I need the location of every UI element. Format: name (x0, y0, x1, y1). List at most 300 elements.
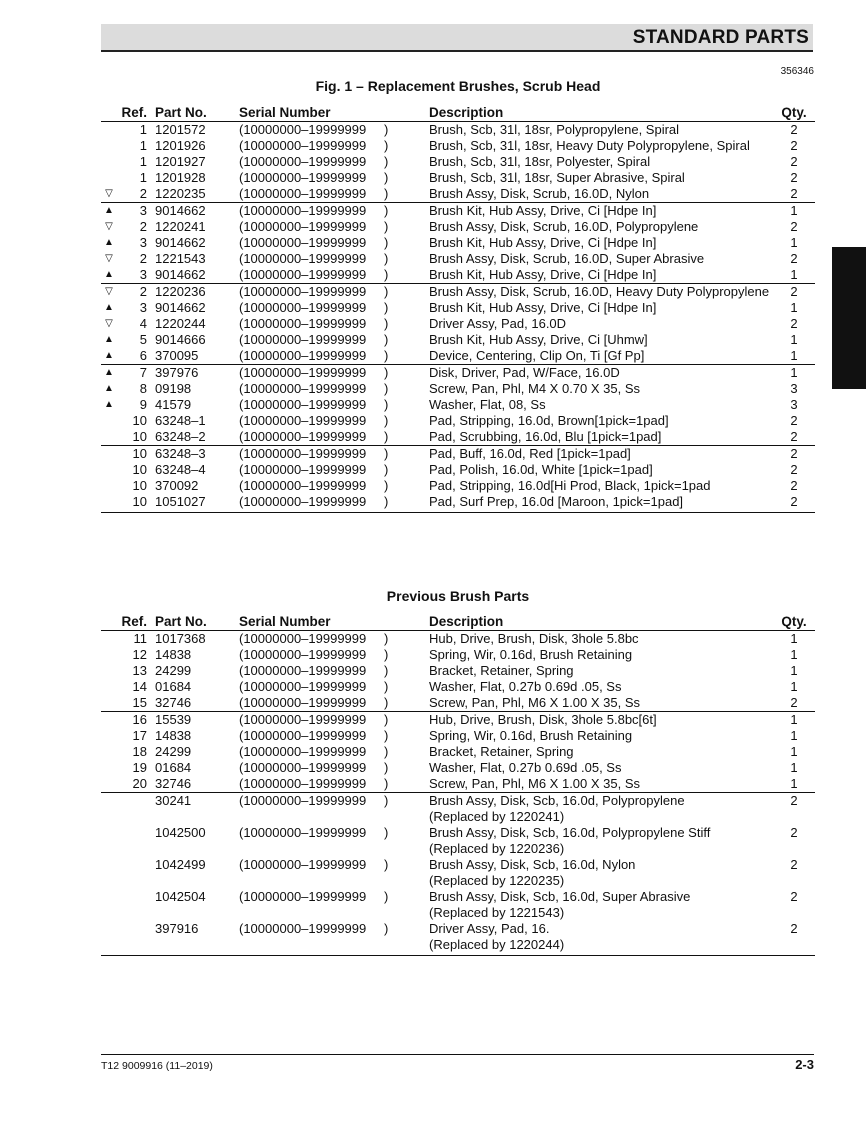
serial-close-paren: ) (384, 663, 389, 678)
description (429, 462, 773, 478)
serial-number: (10000000–19999999 (239, 365, 384, 382)
description-text: Pad, Buff, 16.0d, Red [1pick=1pad] (429, 446, 631, 461)
description-text: Brush Assy, Disk, Scrub, 16.0D, Super Abrasive (429, 251, 705, 266)
description (429, 284, 773, 301)
description (429, 365, 773, 382)
quantity: 1 (790, 631, 798, 646)
serial-number: (10000000–19999999 (239, 695, 367, 710)
change-marker-icon (101, 695, 117, 712)
change-marker-icon: ▲ (104, 334, 114, 345)
table-row (101, 397, 815, 413)
quantity: 2 (790, 154, 798, 169)
serial-number: (10000000–19999999 (239, 170, 367, 185)
change-marker-icon: ▲ (104, 383, 114, 394)
change-marker-icon (101, 494, 117, 513)
description-text: Brush Kit, Hub Assy, Drive, Ci [Hdpe In] (429, 235, 657, 250)
ref-number: 17 (132, 728, 147, 743)
part-number: 24299 (155, 663, 192, 678)
description-text: Brush, Scb, 31l, 18sr, Heavy Duty Polypropylene, Spiral (429, 138, 750, 153)
table-row (101, 728, 815, 744)
description (429, 793, 773, 826)
table-row (101, 154, 815, 170)
ref-number (117, 825, 155, 857)
header-bar (101, 24, 813, 52)
description (429, 122, 773, 139)
part-number: 1201926 (155, 138, 206, 153)
quantity: 2 (790, 138, 798, 153)
part-number: 1042499 (155, 857, 206, 872)
parts-table-body (101, 122, 815, 513)
part-number: 1042500 (155, 825, 206, 840)
document-number: 356346 (780, 66, 814, 77)
serial-close-paren: ) (384, 889, 389, 904)
table-row (101, 381, 815, 397)
serial-number: (10000000–19999999 (239, 397, 367, 412)
serial-close-paren: ) (384, 478, 389, 493)
serial-close-paren: ) (384, 348, 389, 363)
ref-number: 3 (117, 203, 155, 220)
serial-close-paren: ) (384, 462, 389, 477)
change-marker-icon (101, 170, 117, 186)
change-marker-icon (101, 154, 117, 170)
description-text: Screw, Pan, Phl, M4 X 0.70 X 35, Ss (429, 381, 641, 396)
change-marker-icon: ▲ (104, 269, 114, 280)
part-number: 63248–2 (155, 429, 206, 444)
ref-number: 2 (139, 251, 147, 266)
table-row (101, 300, 815, 316)
description (429, 712, 773, 729)
parts-table (101, 105, 815, 513)
description (429, 663, 773, 679)
change-marker-icon (101, 663, 117, 679)
ref-number: 3 (139, 267, 147, 282)
ref-number: 13 (132, 663, 147, 678)
ref-number: 9 (139, 397, 147, 412)
ref-number: 10 (117, 494, 155, 513)
description (429, 857, 773, 889)
ref-number: 5 (139, 332, 147, 347)
quantity: 1 (773, 203, 815, 220)
serial-number: (10000000–19999999 (239, 284, 384, 301)
table-header-row (101, 614, 815, 631)
change-marker-icon (101, 712, 117, 729)
description-text: Brush Assy, Disk, Scrub, 16.0D, Nylon (429, 186, 650, 201)
serial-close-paren: ) (384, 760, 389, 775)
serial-number: (10000000–19999999 (239, 381, 367, 396)
ref-number: 7 (117, 365, 155, 382)
serial-number: (10000000–19999999 (239, 494, 384, 513)
ref-number: 6 (139, 348, 147, 363)
table-row (101, 138, 815, 154)
description (429, 300, 773, 316)
part-number: 32746 (155, 776, 192, 791)
part-number: 24299 (155, 744, 192, 759)
quantity: 1 (790, 663, 798, 678)
serial-number: (10000000–19999999 (239, 122, 367, 137)
description (429, 825, 773, 857)
change-marker-icon (101, 631, 117, 648)
description-text: Driver Assy, Pad, 16.0D (429, 316, 567, 331)
part-number: 9014666 (155, 332, 206, 347)
serial-close-paren: ) (384, 921, 429, 956)
description (429, 728, 773, 744)
part-number: 1220235 (155, 186, 206, 201)
part-number: 1042504 (155, 889, 206, 904)
description-text: Washer, Flat, 0.27b 0.69d .05, Ss (429, 760, 622, 775)
serial-close-paren: ) (384, 284, 429, 301)
table-row (101, 889, 815, 921)
serial-close-paren: ) (384, 631, 389, 646)
part-number: 397916 (155, 921, 239, 956)
description (429, 429, 773, 446)
description (429, 744, 773, 760)
ref-number: 11 (133, 631, 147, 646)
serial-number: (10000000–19999999 (239, 203, 384, 220)
previous-parts-table (101, 614, 815, 956)
description-text: Spring, Wir, 0.16d, Brush Retaining (429, 647, 633, 662)
quantity: 2 (790, 478, 798, 493)
description-text: Brush Assy, Disk, Scb, 16.0d, Polypropylene (429, 793, 685, 808)
description (429, 251, 773, 267)
quantity: 2 (790, 186, 798, 201)
description-text: Screw, Pan, Phl, M6 X 1.00 X 35, Ss (429, 776, 641, 791)
quantity: 3 (790, 381, 798, 396)
quantity: 2 (790, 219, 798, 234)
description-text: Brush Kit, Hub Assy, Drive, Ci [Uhmw] (429, 332, 648, 347)
part-number: 370095 (155, 348, 199, 363)
serial-close-paren: ) (384, 744, 389, 759)
description (429, 679, 773, 695)
change-marker-icon (101, 462, 117, 478)
description-text: Brush Assy, Disk, Scb, 16.0d, Super Abrasive (429, 889, 691, 904)
table-row (101, 695, 815, 712)
serial-close-paren: ) (384, 138, 389, 153)
serial-close-paren: ) (384, 429, 389, 444)
serial-number: (10000000–19999999 (239, 235, 367, 250)
serial-close-paren: ) (384, 793, 429, 826)
replacement-note: (Replaced by 1220236) (429, 841, 565, 856)
serial-close-paren: ) (384, 365, 429, 382)
col-header-serial-number: Serial Number (239, 614, 429, 631)
change-marker-icon: ▲ (104, 302, 114, 313)
description-text: Screw, Pan, Phl, M6 X 1.00 X 35, Ss (429, 695, 641, 710)
change-marker-icon (101, 679, 117, 695)
change-marker-icon (101, 122, 117, 139)
quantity: 1 (790, 776, 798, 791)
quantity: 2 (790, 825, 798, 840)
quantity: 2 (773, 284, 815, 301)
description (429, 186, 773, 203)
table-row (101, 825, 815, 857)
section-tab-marker (832, 247, 866, 389)
col-header-part-no: Part No. (155, 105, 239, 122)
serial-number: (10000000–19999999 (239, 186, 367, 201)
table-row (101, 413, 815, 429)
description-text: Driver Assy, Pad, 16. (429, 921, 550, 936)
part-number: 14838 (155, 647, 192, 662)
change-marker-icon (101, 744, 117, 760)
ref-number: 1 (139, 170, 147, 185)
ref-number: 2 (117, 284, 155, 301)
serial-number: (10000000–19999999 (239, 760, 367, 775)
serial-number: (10000000–19999999 (239, 857, 367, 872)
quantity: 2 (790, 695, 798, 710)
serial-close-paren: ) (384, 446, 429, 463)
part-number: 63248–1 (155, 413, 206, 428)
col-header-serial-number: Serial Number (239, 105, 429, 122)
part-number: 01684 (155, 679, 192, 694)
serial-number: (10000000–19999999 (239, 712, 384, 729)
table-row (101, 365, 815, 382)
ref-number: 10 (132, 413, 147, 428)
table-row (101, 284, 815, 301)
serial-close-paren: ) (384, 186, 389, 201)
part-number: 1220236 (155, 284, 239, 301)
serial-number: (10000000–19999999 (239, 348, 367, 363)
col-header-description: Description (429, 105, 773, 122)
table-row (101, 857, 815, 889)
ref-number: 1 (139, 138, 147, 153)
change-marker-icon (101, 857, 117, 889)
serial-number: (10000000–19999999 (239, 316, 367, 331)
description (429, 647, 773, 663)
description (429, 170, 773, 186)
description-text: Hub, Drive, Brush, Disk, 3hole 5.8bc[6t] (429, 712, 657, 727)
part-number: 1221543 (155, 251, 206, 266)
table-row (101, 446, 815, 463)
change-marker-icon: ▲ (104, 237, 114, 248)
table-row (101, 186, 815, 203)
change-marker-icon (101, 138, 117, 154)
quantity: 2 (790, 170, 798, 185)
description (429, 478, 773, 494)
ref-number: 10 (117, 446, 155, 463)
part-number: 41579 (155, 397, 192, 412)
description-text: Hub, Drive, Brush, Disk, 3hole 5.8bc (429, 631, 639, 646)
replacement-note: (Replaced by 1220244) (429, 937, 565, 952)
change-marker-icon (101, 478, 117, 494)
part-number: 1201927 (155, 154, 206, 169)
page-number: 2-3 (795, 1057, 814, 1072)
col-header-ref: Ref. (117, 614, 155, 631)
serial-close-paren: ) (384, 647, 389, 662)
serial-close-paren: ) (384, 381, 389, 396)
description (429, 203, 773, 220)
quantity: 2 (773, 921, 815, 956)
ref-number: 20 (132, 776, 147, 791)
change-marker-icon: ▽ (105, 188, 113, 199)
serial-number: (10000000–19999999 (239, 251, 367, 266)
table-row (101, 760, 815, 776)
part-number: 30241 (155, 793, 239, 826)
serial-number: (10000000–19999999 (239, 744, 367, 759)
table-row (101, 663, 815, 679)
quantity: 3 (790, 397, 798, 412)
table-row (101, 203, 815, 220)
figure-title: Fig. 1 – Replacement Brushes, Scrub Head (315, 78, 601, 94)
description-text: Pad, Surf Prep, 16.0d [Maroon, 1pick=1pad] (429, 494, 684, 509)
quantity: 2 (773, 446, 815, 463)
ref-number: 18 (132, 744, 147, 759)
description-text: Brush Kit, Hub Assy, Drive, Ci [Hdpe In] (429, 300, 657, 315)
change-marker-icon (101, 647, 117, 663)
description (429, 760, 773, 776)
part-number: 370092 (155, 478, 199, 493)
col-header-ref: Ref. (117, 105, 155, 122)
description (429, 494, 773, 513)
table-row (101, 793, 815, 826)
serial-number: (10000000–19999999 (239, 825, 367, 840)
quantity: 1 (790, 679, 798, 694)
part-number: 1017368 (155, 631, 206, 646)
serial-close-paren: ) (384, 203, 429, 220)
ref-number: 2 (139, 186, 147, 201)
description (429, 397, 773, 413)
description (429, 776, 773, 793)
table-row (101, 429, 815, 446)
ref-number: 4 (139, 316, 147, 331)
serial-close-paren: ) (384, 679, 389, 694)
serial-number: (10000000–19999999 (239, 889, 367, 904)
replacement-note: (Replaced by 1221543) (429, 905, 565, 920)
table-row (101, 332, 815, 348)
part-number: 9014662 (155, 300, 206, 315)
table-row (101, 235, 815, 251)
serial-number: (10000000–19999999 (239, 631, 367, 646)
previous-parts-table-body (101, 631, 815, 956)
change-marker-icon: ▲ (101, 203, 117, 220)
quantity: 2 (790, 857, 798, 872)
quantity: 2 (790, 122, 798, 137)
serial-number: (10000000–19999999 (239, 663, 367, 678)
ref-number: 10 (132, 429, 147, 444)
quantity: 1 (790, 647, 798, 662)
serial-close-paren: ) (384, 712, 429, 729)
change-marker-icon: ▽ (105, 318, 113, 329)
ref-number: 1 (139, 154, 147, 169)
table-row (101, 631, 815, 648)
quantity: 2 (790, 316, 798, 331)
description-text: Brush Assy, Disk, Scb, 16.0d, Polypropylene Stiff (429, 825, 711, 840)
description-text: Brush Assy, Disk, Scb, 16.0d, Nylon (429, 857, 636, 872)
replacement-note: (Replaced by 1220241) (429, 809, 565, 824)
table-row (101, 219, 815, 235)
serial-close-paren: ) (384, 776, 389, 791)
table-row (101, 494, 815, 513)
part-number: 1220244 (155, 316, 206, 331)
description (429, 219, 773, 235)
part-number: 9014662 (155, 203, 239, 220)
col-header-part-no: Part No. (155, 614, 239, 631)
description-text: Brush Kit, Hub Assy, Drive, Ci [Hdpe In] (429, 267, 657, 282)
serial-number: (10000000–19999999 (239, 446, 384, 463)
description (429, 446, 773, 463)
description (429, 332, 773, 348)
table-row (101, 348, 815, 365)
serial-number: (10000000–19999999 (239, 429, 367, 444)
change-marker-icon (101, 429, 117, 446)
part-number: 1051027 (155, 494, 239, 513)
serial-number: (10000000–19999999 (239, 138, 367, 153)
serial-number: (10000000–19999999 (239, 267, 367, 282)
description-text: Spring, Wir, 0.16d, Brush Retaining (429, 728, 633, 743)
change-marker-icon (101, 825, 117, 857)
serial-close-paren: ) (384, 494, 429, 513)
description (429, 138, 773, 154)
description-text: Brush Assy, Disk, Scrub, 16.0D, Polypropylene (429, 219, 699, 234)
serial-close-paren: ) (384, 825, 389, 840)
description (429, 381, 773, 397)
table-row (101, 462, 815, 478)
serial-close-paren: ) (384, 300, 389, 315)
description-text: Pad, Scrubbing, 16.0d, Blu [1pick=1pad] (429, 429, 662, 444)
description-text: Brush, Scb, 31l, 18sr, Polypropylene, Spiral (429, 122, 680, 137)
table-row (101, 744, 815, 760)
description (429, 413, 773, 429)
footer-doc-ref: T12 9009916 (11–2019) (101, 1060, 213, 1072)
description-text: Pad, Stripping, 16.0d, Brown[1pick=1pad] (429, 413, 669, 428)
description (429, 316, 773, 332)
table-row (101, 478, 815, 494)
table-row (101, 251, 815, 267)
table-row (101, 712, 815, 729)
part-number: 09198 (155, 381, 192, 396)
table-header-row (101, 105, 815, 122)
ref-number: 16 (117, 712, 155, 729)
quantity: 1 (790, 760, 798, 775)
replacement-note: (Replaced by 1220235) (429, 873, 565, 888)
part-number: 63248–4 (155, 462, 206, 477)
description-text: Brush Kit, Hub Assy, Drive, Ci [Hdpe In] (429, 203, 657, 218)
quantity: 1 (790, 235, 798, 250)
quantity: 1 (773, 365, 815, 382)
ref-number: 2 (139, 219, 147, 234)
change-marker-icon (101, 776, 117, 793)
ref-number: 12 (132, 647, 147, 662)
change-marker-icon: ▽ (105, 253, 113, 264)
ref-number (117, 793, 155, 826)
quantity: 2 (790, 462, 798, 477)
serial-close-paren: ) (384, 154, 389, 169)
ref-number: 14 (132, 679, 147, 694)
ref-number: 8 (139, 381, 147, 396)
part-number: 14838 (155, 728, 192, 743)
description-text: Bracket, Retainer, Spring (429, 744, 574, 759)
previous-parts-title: Previous Brush Parts (386, 588, 530, 604)
quantity: 2 (790, 251, 798, 266)
serial-number: (10000000–19999999 (239, 154, 367, 169)
part-number: 9014662 (155, 235, 206, 250)
ref-number (117, 889, 155, 921)
page-title: STANDARD PARTS (632, 27, 809, 48)
description (429, 267, 773, 284)
ref-number: 3 (139, 235, 147, 250)
col-header-qty: Qty. (773, 105, 815, 122)
serial-close-paren: ) (384, 170, 389, 185)
serial-close-paren: ) (384, 695, 389, 710)
quantity: 2 (773, 494, 815, 513)
change-marker-icon (101, 728, 117, 744)
description-text: Bracket, Retainer, Spring (429, 663, 574, 678)
serial-close-paren: ) (384, 857, 389, 872)
serial-close-paren: ) (384, 397, 389, 412)
ref-number: 10 (132, 478, 147, 493)
serial-number: (10000000–19999999 (239, 219, 367, 234)
serial-close-paren: ) (384, 235, 389, 250)
col-header-qty: Qty. (773, 614, 815, 631)
change-marker-icon: ▽ (101, 284, 117, 301)
quantity: 1 (790, 300, 798, 315)
